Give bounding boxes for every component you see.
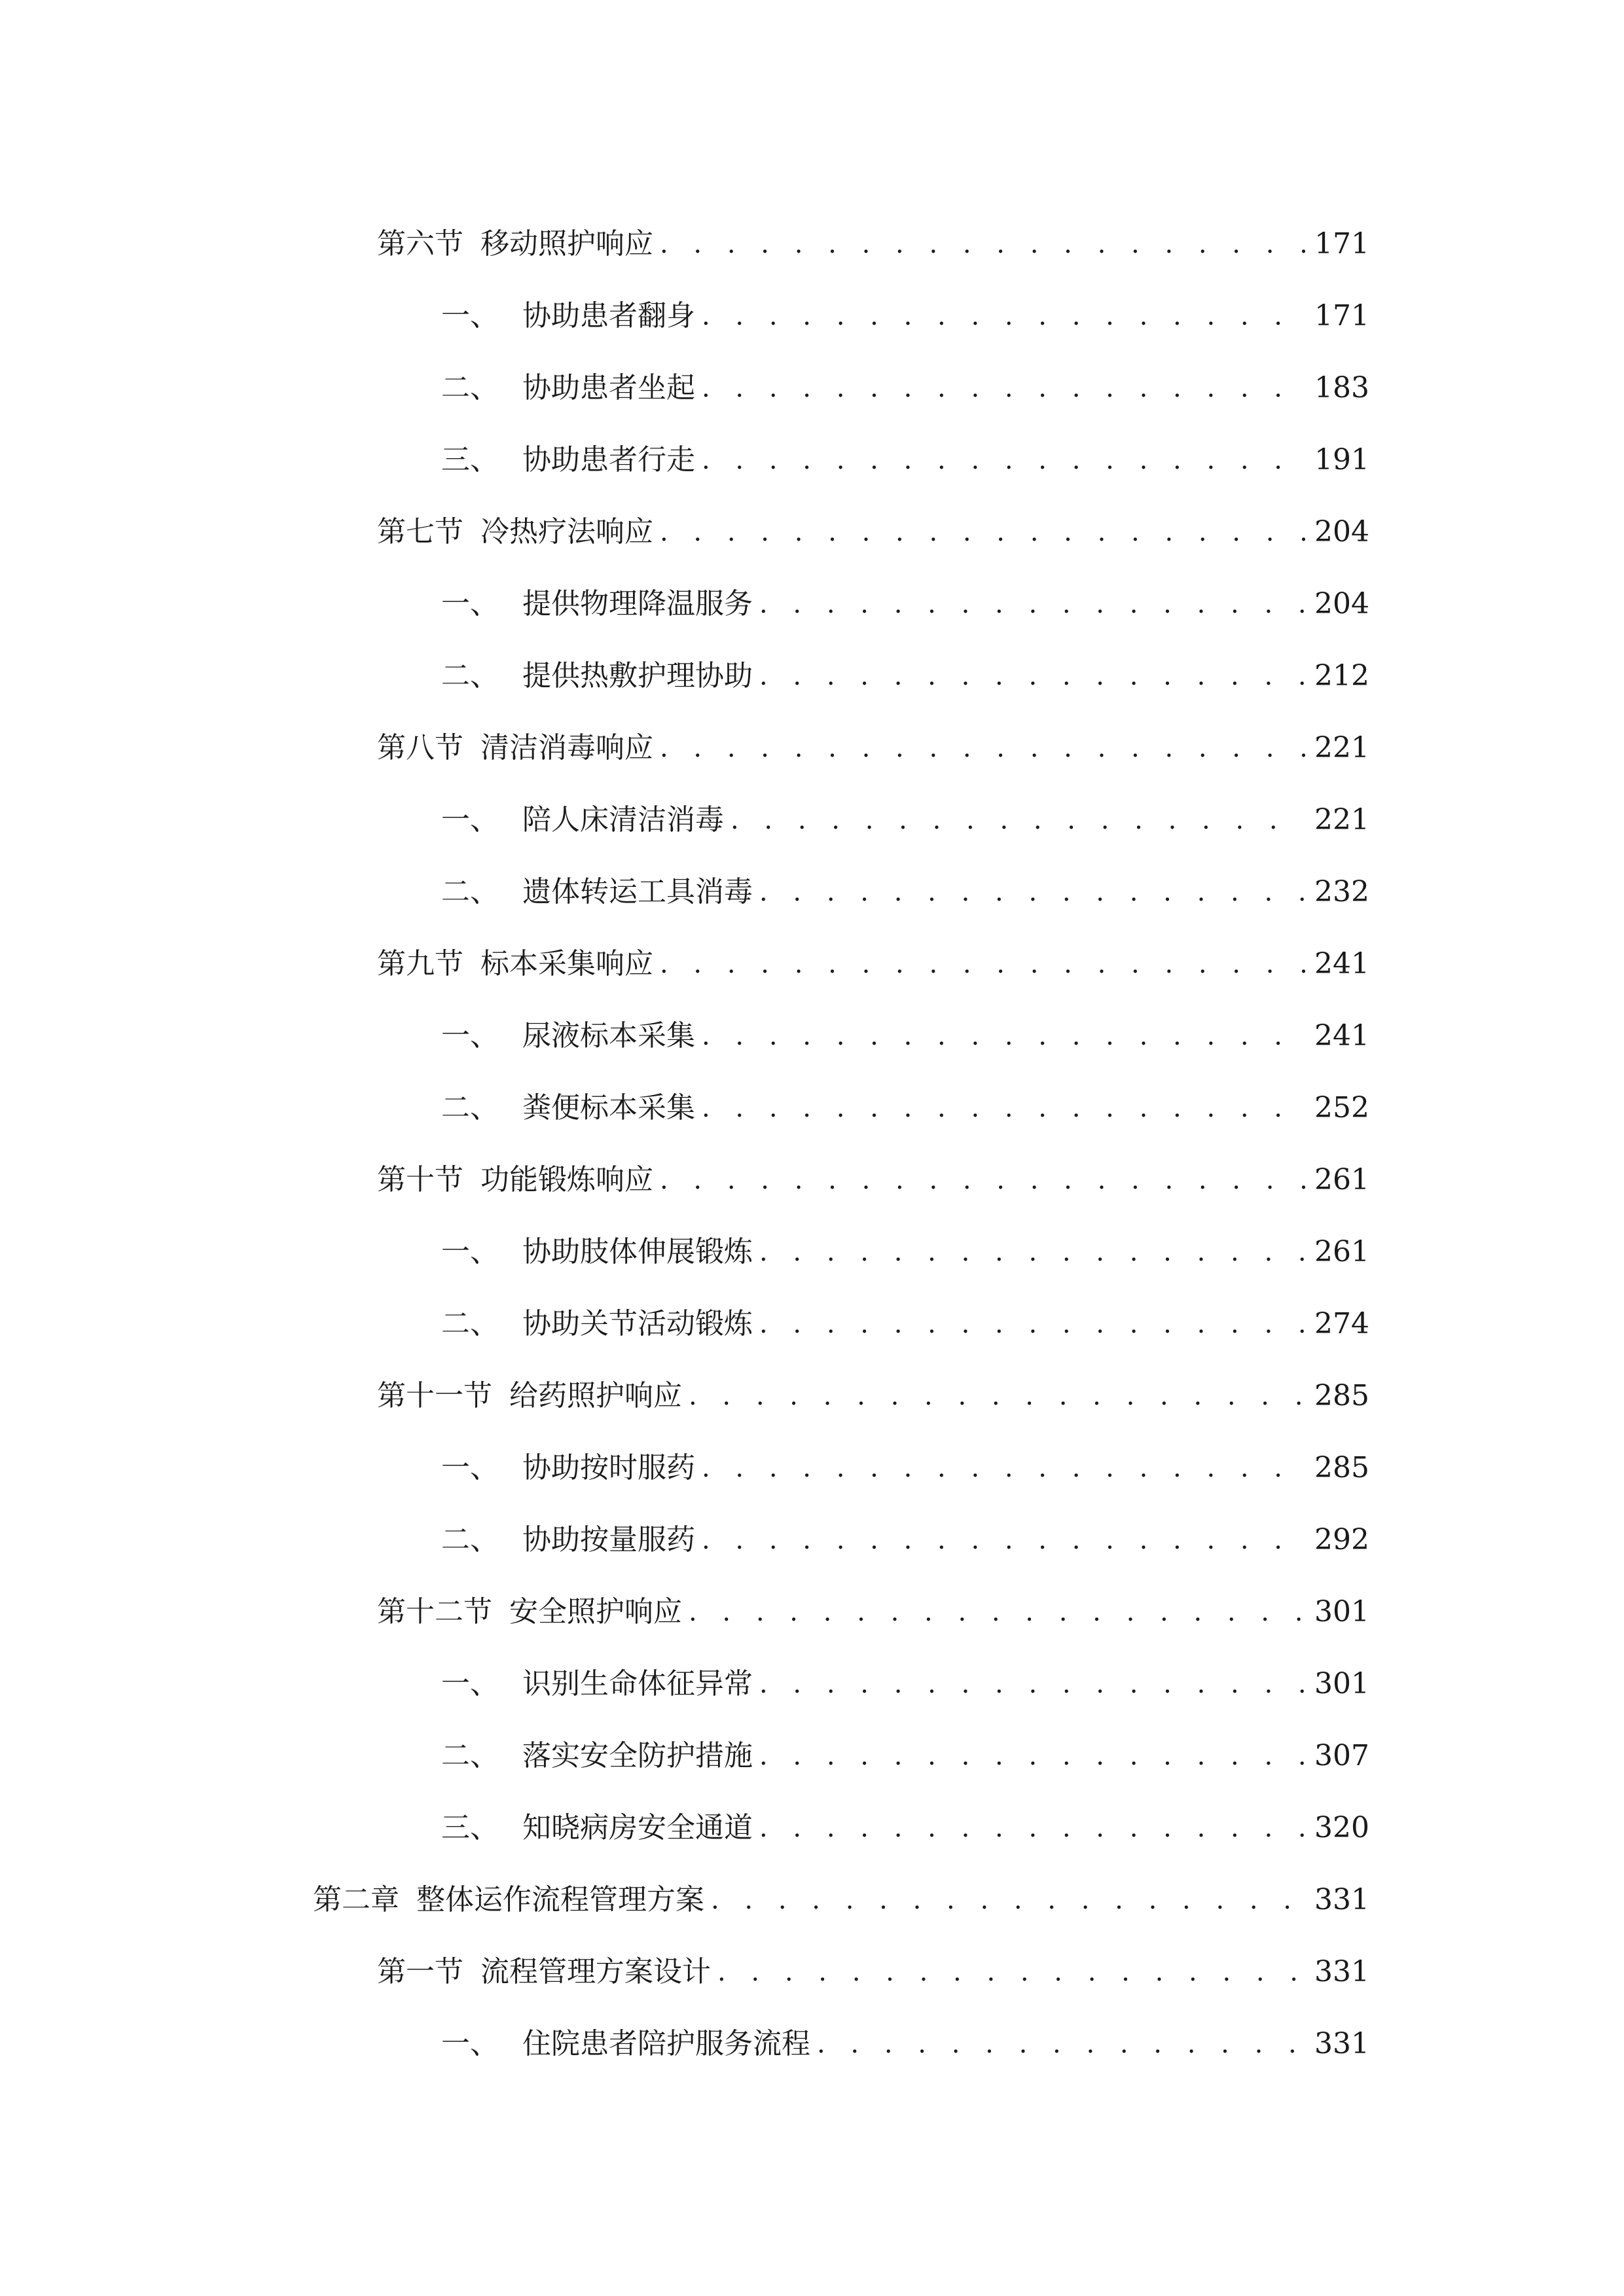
toc-entry-prefix: 一、 [441,803,499,836]
toc-entry-page-number: 274 [1314,1307,1369,1340]
toc-leader-dots [660,519,1305,545]
toc-entry-title: 协助患者坐起 [522,371,695,404]
toc-entry-label [313,1883,704,1916]
toc-leader-dots [702,1095,1305,1121]
toc-leader-dots [759,1815,1305,1841]
toc-entry-item[interactable] [0,2008,1369,2080]
toc-entry-section[interactable] [0,208,1369,280]
toc-entry-label [377,1379,682,1412]
toc-entry-page-number: 171 [1314,299,1369,332]
toc-entry-label [441,803,724,836]
toc-entry-title: 提供物理降温服务 [522,587,753,620]
toc-entry-prefix: 二、 [441,1523,499,1556]
toc-entry-item[interactable] [0,1720,1369,1792]
toc-entry-prefix: 二、 [441,1739,499,1772]
toc-entry-item[interactable] [0,1000,1369,1072]
toc-entry-title: 知晓病房安全通道 [522,1811,753,1844]
toc-leader-dots [759,1311,1305,1337]
toc-entry-page-number: 261 [1314,1163,1369,1196]
toc-leader-dots [660,951,1305,977]
toc-entry-title: 尿液标本采集 [522,1019,695,1052]
toc-entry-prefix: 第十一节 [377,1379,492,1412]
toc-leader-dots [759,879,1305,905]
toc-entry-label [441,1811,753,1844]
toc-leader-dots [702,1455,1305,1481]
toc-entry-label [377,1955,711,1988]
toc-leader-dots [660,735,1305,761]
toc-entry-section[interactable] [0,1936,1369,2008]
toc-entry-title: 功能锻炼响应 [480,1163,653,1196]
toc-entry-prefix: 二、 [441,659,499,692]
toc-entry-label [441,875,753,908]
toc-entry-label [441,1451,695,1484]
toc-entry-section[interactable] [0,1360,1369,1432]
toc-entry-title: 清洁消毒响应 [480,731,653,764]
toc-entry-title: 遗体转运工具消毒 [522,875,753,908]
toc-entry-label [441,1091,695,1124]
toc-entry-label [441,371,695,404]
toc-entry-label [441,659,753,692]
toc-entry-prefix: 三、 [441,1811,499,1844]
toc-entry-label [377,1163,653,1196]
toc-entry-label [441,1739,753,1772]
toc-entry-page-number: 183 [1314,371,1369,404]
toc-entry-page-number: 241 [1314,947,1369,980]
toc-entry-page-number: 171 [1314,227,1369,260]
toc-entry-prefix: 第十二节 [377,1595,492,1628]
toc-entry-section[interactable] [0,496,1369,568]
toc-entry-prefix: 一、 [441,1235,499,1268]
toc-entry-title: 陪人床清洁消毒 [522,803,724,836]
toc-entry-title: 协助肢体伸展锻炼 [522,1235,753,1268]
toc-entry-item[interactable] [0,1792,1369,1864]
toc-entry-page-number: 204 [1314,515,1369,548]
toc-entry-item[interactable] [0,352,1369,424]
toc-entry-page-number: 292 [1314,1523,1369,1556]
toc-entry-page-number: 221 [1314,731,1369,764]
toc-leader-dots [702,303,1305,329]
toc-entry-label [441,299,695,332]
toc-entry-prefix: 一、 [441,299,499,332]
toc-leader-dots [689,1383,1305,1409]
table-of-contents [0,208,1624,2080]
toc-entry-item[interactable] [0,856,1369,928]
toc-entry-page-number: 331 [1314,1883,1369,1916]
toc-entry-prefix: 第六节 [377,227,463,260]
toc-entry-item[interactable] [0,784,1369,856]
toc-entry-chapter[interactable] [0,1864,1369,1936]
toc-entry-page-number: 191 [1314,443,1369,476]
toc-leader-dots [717,1959,1305,1985]
toc-entry-page-number: 301 [1314,1595,1369,1628]
toc-entry-page-number: 221 [1314,803,1369,836]
toc-entry-label [441,1019,695,1052]
toc-entry-label [441,1667,753,1700]
toc-entry-label [377,515,653,548]
toc-entry-page-number: 301 [1314,1667,1369,1700]
toc-entry-prefix: 一、 [441,1451,499,1484]
toc-entry-title: 落实安全防护措施 [522,1739,753,1772]
toc-entry-section[interactable] [0,928,1369,1000]
toc-leader-dots [759,591,1305,617]
toc-leader-dots [660,231,1305,257]
toc-entry-prefix: 第九节 [377,947,463,980]
toc-entry-title: 移动照护响应 [480,227,653,260]
toc-entry-section[interactable] [0,712,1369,784]
toc-entry-page-number: 261 [1314,1235,1369,1268]
toc-entry-prefix: 一、 [441,587,499,620]
toc-entry-page-number: 204 [1314,587,1369,620]
toc-entry-section[interactable] [0,1144,1369,1216]
toc-entry-title: 粪便标本采集 [522,1091,695,1124]
toc-entry-page-number: 331 [1314,1955,1369,1988]
toc-entry-item[interactable] [0,1504,1369,1576]
toc-entry-prefix: 第二章 [313,1883,399,1916]
toc-entry-title: 协助按量服药 [522,1523,695,1556]
toc-entry-page-number: 232 [1314,875,1369,908]
toc-leader-dots [702,447,1305,473]
toc-entry-label [441,587,753,620]
toc-leader-dots [702,1527,1305,1553]
toc-entry-title: 整体运作流程管理方案 [416,1883,704,1916]
toc-entry-label [377,1595,682,1628]
toc-entry-item[interactable] [0,640,1369,712]
toc-entry-page-number: 320 [1314,1811,1369,1844]
toc-entry-item[interactable] [0,1432,1369,1504]
toc-entry-label [441,443,695,476]
toc-entry-prefix: 二、 [441,1307,499,1340]
toc-entry-title: 提供热敷护理协助 [522,659,753,692]
toc-entry-item[interactable] [0,424,1369,496]
toc-entry-label [377,731,653,764]
toc-leader-dots [759,1239,1305,1265]
toc-leader-dots [689,1599,1305,1625]
toc-entry-prefix: 二、 [441,875,499,908]
toc-entry-title: 给药照护响应 [509,1379,682,1412]
toc-entry-page-number: 241 [1314,1019,1369,1052]
toc-entry-label [377,227,653,260]
toc-entry-label [441,1307,753,1340]
toc-entry-title: 标本采集响应 [480,947,653,980]
toc-entry-item[interactable] [0,1216,1369,1288]
toc-entry-item[interactable] [0,280,1369,352]
toc-entry-prefix: 一、 [441,1019,499,1052]
toc-entry-label [377,947,653,980]
toc-entry-title: 识别生命体征异常 [522,1667,753,1700]
toc-entry-label [441,1523,695,1556]
toc-leader-dots [759,1743,1305,1769]
toc-entry-page-number: 285 [1314,1451,1369,1484]
toc-entry-page-number: 212 [1314,659,1369,692]
toc-entry-title: 协助按时服药 [522,1451,695,1484]
toc-entry-title: 安全照护响应 [509,1595,682,1628]
toc-entry-prefix: 二、 [441,1091,499,1124]
toc-entry-page-number: 285 [1314,1379,1369,1412]
toc-leader-dots [759,663,1305,689]
toc-entry-prefix: 二、 [441,371,499,404]
toc-entry-item[interactable] [0,1648,1369,1720]
toc-leader-dots [817,2031,1305,2057]
toc-leader-dots [711,1887,1305,1913]
toc-entry-section[interactable] [0,1576,1369,1648]
toc-entry-label [441,2027,810,2060]
toc-entry-title: 协助患者行走 [522,443,695,476]
toc-leader-dots [759,1671,1305,1697]
toc-entry-title: 冷热疗法响应 [480,515,653,548]
toc-entry-prefix: 一、 [441,2027,499,2060]
toc-leader-dots [731,807,1305,833]
toc-entry-prefix: 三、 [441,443,499,476]
toc-entry-label [441,1235,753,1268]
toc-leader-dots [702,1023,1305,1049]
toc-leader-dots [660,1167,1305,1193]
toc-entry-prefix: 第一节 [377,1955,463,1988]
toc-entry-page-number: 307 [1314,1739,1369,1772]
toc-entry-title: 流程管理方案设计 [480,1955,711,1988]
toc-entry-title: 协助关节活动锻炼 [522,1307,753,1340]
toc-leader-dots [702,375,1305,401]
toc-entry-item[interactable] [0,568,1369,640]
toc-entry-item[interactable] [0,1288,1369,1360]
toc-entry-title: 协助患者翻身 [522,299,695,332]
toc-entry-page-number: 331 [1314,2027,1369,2060]
toc-entry-prefix: 第十节 [377,1163,463,1196]
toc-entry-prefix: 一、 [441,1667,499,1700]
toc-entry-title: 住院患者陪护服务流程 [522,2027,810,2060]
toc-entry-page-number: 252 [1314,1091,1369,1124]
toc-entry-prefix: 第八节 [377,731,463,764]
toc-entry-item[interactable] [0,1072,1369,1144]
toc-entry-prefix: 第七节 [377,515,463,548]
